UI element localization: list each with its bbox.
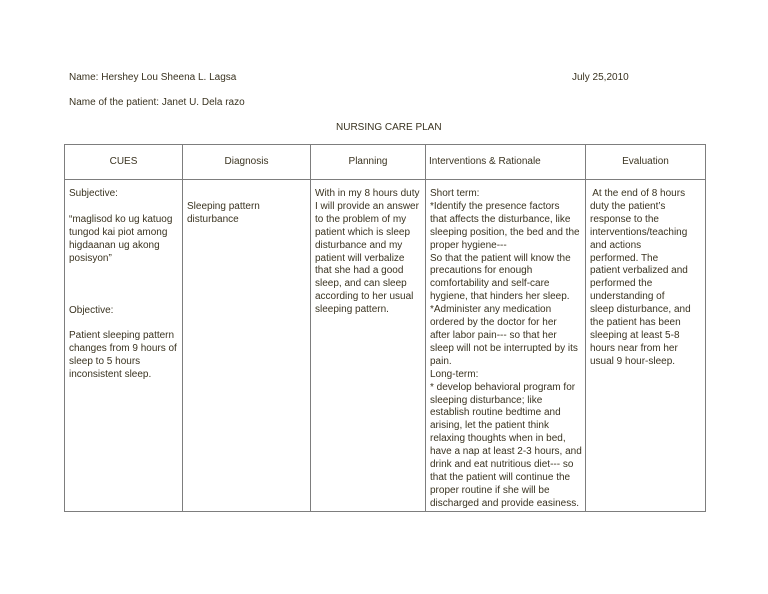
- planning-line: sleep, and can sleep: [315, 278, 407, 290]
- intervention-line: comfortability and self-care: [430, 278, 550, 290]
- planning-line: I will provide an answer: [315, 200, 419, 212]
- evaluation-line: performed the: [590, 278, 653, 290]
- intervention-line: Long-term:: [430, 368, 479, 380]
- subjective-line: posisyon”: [69, 252, 112, 264]
- objective-label: Objective:: [69, 304, 114, 316]
- planning-line: that she had a good: [315, 265, 404, 277]
- subjective-line: higdaanan ug akong: [69, 239, 160, 251]
- date: July 25,2010: [572, 72, 629, 83]
- intervention-line: have a nap at least 2-3 hours, and: [430, 446, 582, 458]
- intervention-line: proper routine if she will be: [430, 484, 550, 496]
- planning-cell: [311, 180, 426, 512]
- patient-name: Name of the patient: Janet U. Dela razo: [69, 97, 245, 108]
- planning-line: sleeping pattern.: [315, 304, 389, 316]
- evaluation-line: hours near from her: [590, 342, 678, 354]
- column-header-evaluation: Evaluation: [586, 145, 706, 180]
- interventions-cell: [426, 180, 586, 512]
- evaluation-line: At the end of 8 hours: [590, 188, 686, 199]
- column-header-cues: CUES: [65, 145, 183, 180]
- intervention-line: hygiene, that hinders her sleep.: [430, 291, 570, 303]
- evaluation-line: usual 9 hour-sleep.: [590, 355, 676, 367]
- evaluation-line: sleep disturbance, and: [590, 304, 691, 316]
- cues-cell: [65, 180, 183, 512]
- evaluation-line: interventions/teaching: [590, 226, 688, 238]
- subjective-line: tungod kai piot among: [69, 226, 168, 238]
- intervention-line: *Administer any medication: [430, 304, 552, 316]
- objective-line: inconsistent sleep.: [69, 369, 152, 381]
- objective-line: Patient sleeping pattern: [69, 330, 175, 342]
- diagnosis-cell: [183, 180, 311, 512]
- diagnosis-line: Sleeping pattern: [187, 201, 260, 212]
- evaluation-line: duty the patient’s: [590, 200, 666, 212]
- intervention-line: relaxing thoughts when in bed,: [430, 433, 566, 445]
- column-header-planning: Planning: [311, 145, 426, 180]
- intervention-line: drink and eat nutritious diet--- so: [430, 459, 574, 471]
- nursing-care-plan-table: [64, 144, 706, 512]
- intervention-line: sleeping disturbance; like: [430, 394, 543, 406]
- intervention-line: that the patient will continue the: [430, 471, 571, 483]
- column-header-interventions: Interventions & Rationale: [426, 145, 586, 180]
- evaluation-line: performed. The: [590, 252, 659, 264]
- planning-line: to the problem of my: [315, 213, 407, 225]
- subjective-label: Subjective:: [69, 188, 118, 199]
- evaluation-cell: [586, 180, 706, 512]
- document-title: NURSING CARE PLAN: [336, 122, 442, 133]
- intervention-line: Short term:: [430, 188, 480, 199]
- diagnosis-line: disturbance: [187, 213, 239, 225]
- intervention-line: discharged and provide easiness.: [430, 497, 579, 509]
- intervention-line: proper hygiene---: [430, 239, 507, 251]
- intervention-line: sleep will not be interrupted by its: [430, 342, 578, 354]
- objective-line: sleep to 5 hours: [69, 356, 141, 368]
- planning-line: patient will verbalize: [315, 252, 405, 264]
- evaluation-line: the patient has been: [590, 317, 681, 329]
- intervention-line: arising, let the patient think: [430, 420, 549, 432]
- intervention-line: precautions for enough: [430, 265, 533, 277]
- intervention-line: that affects the disturbance, like: [430, 213, 571, 225]
- intervention-line: ordered by the doctor for her: [430, 317, 557, 329]
- objective-line: changes from 9 hours of: [69, 343, 177, 355]
- intervention-line: sleeping position, the bed and the: [430, 226, 580, 238]
- evaluation-line: sleeping at least 5-8: [590, 329, 680, 341]
- intervention-line: * develop behavioral program for: [430, 381, 576, 393]
- planning-line: With in my 8 hours duty: [315, 188, 420, 199]
- column-header-diagnosis: Diagnosis: [183, 145, 311, 180]
- subjective-line: “maglisod ko ug katuog: [69, 213, 173, 225]
- evaluation-line: and actions: [590, 239, 642, 251]
- planning-line: according to her usual: [315, 291, 414, 303]
- table-row: [65, 180, 706, 512]
- evaluation-line: understanding of: [590, 291, 665, 303]
- planning-line: disturbance and my: [315, 239, 403, 251]
- table-header-row: [65, 145, 706, 180]
- planning-line: patient which is sleep: [315, 226, 411, 238]
- intervention-line: establish routine bedtime and: [430, 407, 561, 419]
- student-name: Name: Hershey Lou Sheena L. Lagsa: [69, 72, 237, 83]
- evaluation-line: patient verbalized and: [590, 265, 688, 277]
- intervention-line: after labor pain--- so that her: [430, 329, 557, 341]
- evaluation-line: response to the: [590, 213, 659, 225]
- intervention-line: pain.: [430, 355, 452, 367]
- intervention-line: So that the patient will know the: [430, 252, 571, 264]
- intervention-line: *Identify the presence factors: [430, 200, 560, 212]
